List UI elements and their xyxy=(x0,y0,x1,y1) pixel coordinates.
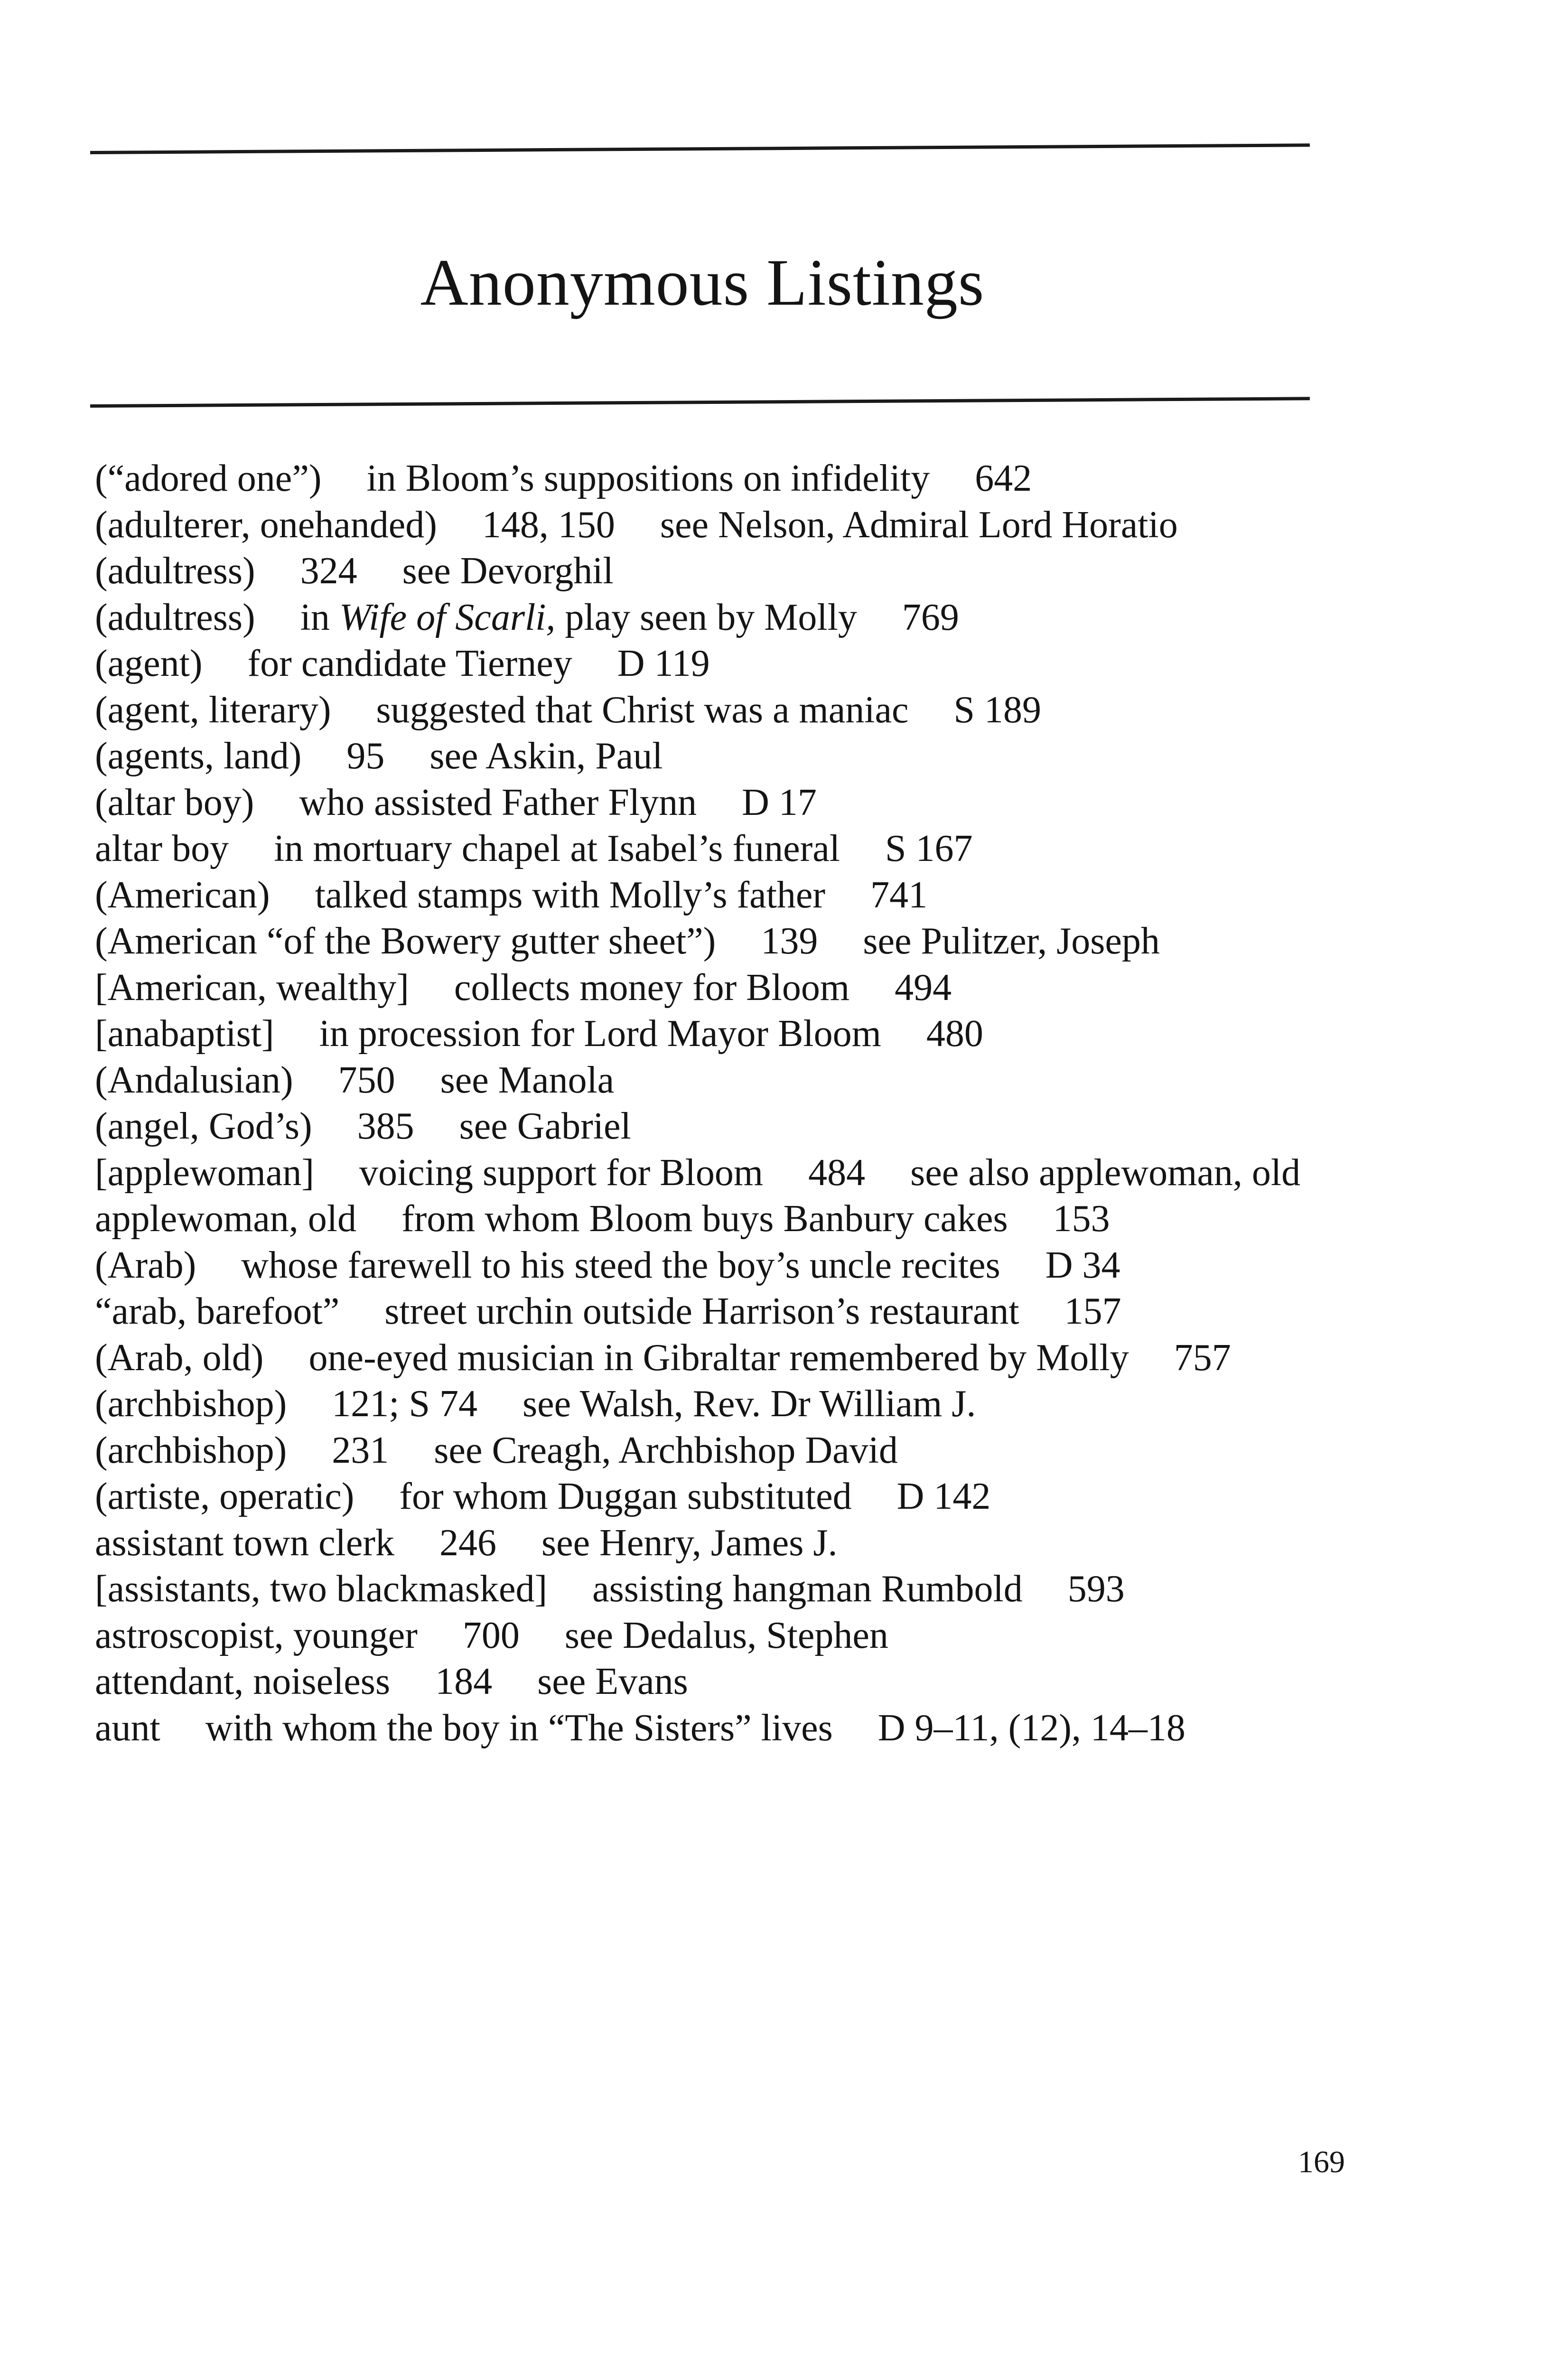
entry-description xyxy=(300,597,857,638)
entry-description-suffix: play seen by Molly xyxy=(555,596,857,638)
entry-term: assistant town clerk xyxy=(95,1522,394,1564)
entry-reference: see Nelson, Admiral Lord Horatio xyxy=(660,504,1178,546)
entry-term: [applewoman] xyxy=(95,1151,315,1194)
entry-description: 750 xyxy=(338,1059,395,1101)
entry-cross-reference: see also applewoman, old xyxy=(910,1151,1301,1194)
entry-term: (American) xyxy=(95,874,270,916)
index-entry xyxy=(95,1613,1376,1659)
entry-reference: S 167 xyxy=(885,828,973,869)
entry-description-prefix: in xyxy=(300,596,339,638)
title-underline-rule xyxy=(90,397,1310,408)
index-entry xyxy=(95,1520,1376,1567)
entry-term: (angel, God’s) xyxy=(95,1105,312,1147)
entry-term: [assistants, two blackmasked] xyxy=(95,1568,548,1610)
index-entry xyxy=(95,1196,1376,1243)
index-entry xyxy=(95,1011,1376,1057)
entry-description: 324 xyxy=(300,550,357,592)
entry-reference: see Manola xyxy=(440,1059,615,1101)
index-entry xyxy=(95,1428,1376,1474)
entry-description-title: Wife of Scarli, xyxy=(339,596,556,638)
entry-term: [anabaptist] xyxy=(95,1013,274,1055)
entry-description: who assisted Father Flynn xyxy=(299,781,697,823)
entry-description: whose farewell to his steed the boy’s uncle recites xyxy=(241,1244,1000,1286)
entry-description: one-eyed musician in Gibraltar remembered by Molly xyxy=(308,1336,1129,1379)
entry-description: 246 xyxy=(439,1522,496,1564)
entry-reference: see Pulitzer, Joseph xyxy=(863,920,1160,962)
entry-term: astroscopist, younger xyxy=(95,1614,418,1656)
index-entry xyxy=(95,456,1376,502)
entry-description: in procession for Lord Mayor Bloom xyxy=(319,1013,881,1055)
index-entry xyxy=(95,826,1376,872)
entry-reference: 494 xyxy=(895,966,952,1009)
entry-reference: see Creagh, Archbishop David xyxy=(434,1429,898,1471)
entry-reference: 769 xyxy=(902,596,959,638)
entry-description: 95 xyxy=(346,735,385,777)
index-entry xyxy=(95,1150,1376,1196)
entry-term: attendant, noiseless xyxy=(95,1661,391,1702)
index-entry xyxy=(95,502,1376,549)
index-entry xyxy=(95,1335,1376,1382)
entry-description: in Bloom’s suppositions on infidelity xyxy=(366,458,930,499)
entry-description: collects money for Bloom xyxy=(454,966,850,1009)
index-entry xyxy=(95,872,1376,919)
entry-reference: see Dedalus, Stephen xyxy=(564,1614,888,1656)
entry-reference: see Askin, Paul xyxy=(429,735,663,777)
entry-description: from whom Bloom buys Banbury cakes xyxy=(401,1198,1008,1240)
index-entry xyxy=(95,918,1376,965)
index-entry xyxy=(95,641,1376,687)
index-entry xyxy=(95,965,1376,1011)
entry-term: altar boy xyxy=(95,828,229,869)
index-entry xyxy=(95,1057,1376,1104)
entry-description: 231 xyxy=(332,1429,389,1471)
entry-reference: D 34 xyxy=(1045,1244,1120,1286)
entry-term: (Arab) xyxy=(95,1244,196,1286)
index-entry xyxy=(95,1243,1376,1289)
entry-term: [American, wealthy] xyxy=(95,966,409,1009)
entry-term: (adultress) xyxy=(95,596,255,638)
index-entry xyxy=(95,780,1376,826)
entry-term: (adultress) xyxy=(95,550,255,592)
top-rule xyxy=(90,143,1310,154)
page-title: Anonymous Listings xyxy=(420,246,985,319)
entry-reference: see Devorghil xyxy=(402,550,614,592)
index-entry xyxy=(95,1566,1376,1613)
index-entry xyxy=(95,1659,1376,1705)
entry-term: (artiste, operatic) xyxy=(95,1476,355,1517)
entry-term: “arab, barefoot” xyxy=(95,1290,340,1332)
entry-term: (archbishop) xyxy=(95,1429,287,1471)
entry-term: (Andalusian) xyxy=(95,1059,293,1101)
entry-reference: S 189 xyxy=(953,689,1041,731)
index-entry xyxy=(95,1381,1376,1428)
entry-description: 184 xyxy=(435,1661,493,1702)
index-entry xyxy=(95,1103,1376,1150)
entry-reference: D 142 xyxy=(896,1476,991,1517)
entry-term: (agents, land) xyxy=(95,735,302,777)
entry-description: street urchin outside Harrison’s restaurant xyxy=(384,1290,1019,1332)
entry-term: (altar boy) xyxy=(95,781,254,823)
index-entry xyxy=(95,687,1376,734)
index-entry-list xyxy=(95,456,1376,1751)
entry-reference: 153 xyxy=(1053,1198,1110,1240)
entry-reference: 484 xyxy=(808,1151,866,1194)
entry-reference: see Walsh, Rev. Dr William J. xyxy=(523,1383,976,1425)
entry-description: 385 xyxy=(357,1105,414,1147)
entry-term: (adulterer, onehanded) xyxy=(95,504,437,546)
entry-description: assisting hangman Rumbold xyxy=(592,1568,1023,1610)
index-entry xyxy=(95,595,1376,641)
entry-description: suggested that Christ was a maniac xyxy=(376,689,909,731)
entry-term: (agent) xyxy=(95,643,203,684)
entry-description: 148, 150 xyxy=(482,504,615,546)
entry-description: in mortuary chapel at Isabel’s funeral xyxy=(274,828,840,869)
entry-term: applewoman, old xyxy=(95,1198,356,1240)
entry-description: 139 xyxy=(761,920,818,962)
entry-reference: see Evans xyxy=(537,1661,688,1702)
entry-reference: 593 xyxy=(1067,1568,1125,1610)
entry-description: voicing support for Bloom xyxy=(359,1151,764,1194)
entry-reference: 480 xyxy=(926,1013,983,1055)
entry-term: (agent, literary) xyxy=(95,689,331,731)
entry-description: for candidate Tierney xyxy=(247,643,572,684)
entry-term: (“adored one”) xyxy=(95,458,322,499)
page-number: 169 xyxy=(1298,2145,1345,2179)
entry-reference: see Gabriel xyxy=(459,1105,631,1147)
entry-reference: see Henry, James J. xyxy=(541,1522,838,1564)
index-entry xyxy=(95,733,1376,780)
entry-term: (archbishop) xyxy=(95,1383,287,1425)
index-entry xyxy=(95,548,1376,595)
index-entry xyxy=(95,1705,1376,1752)
entry-description: with whom the boy in “The Sisters” lives xyxy=(205,1707,833,1749)
entry-description: talked stamps with Molly’s father xyxy=(315,874,826,916)
index-entry xyxy=(95,1474,1376,1520)
entry-description: 121; S 74 xyxy=(332,1383,478,1425)
entry-description: 700 xyxy=(462,1614,520,1656)
entry-term: (American “of the Bowery gutter sheet”) xyxy=(95,920,716,962)
entry-reference: 157 xyxy=(1064,1290,1121,1332)
entry-term: (Arab, old) xyxy=(95,1336,264,1379)
entry-reference: D 119 xyxy=(617,643,710,684)
entry-reference: 741 xyxy=(870,874,928,916)
entry-description: for whom Duggan substituted xyxy=(399,1476,852,1517)
entry-reference: 757 xyxy=(1174,1336,1231,1379)
entry-reference: D 17 xyxy=(742,781,817,823)
entry-reference: D 9–11, (12), 14–18 xyxy=(877,1707,1185,1749)
index-entry xyxy=(95,1289,1376,1335)
entry-term: aunt xyxy=(95,1707,160,1749)
entry-reference: 642 xyxy=(975,458,1032,499)
